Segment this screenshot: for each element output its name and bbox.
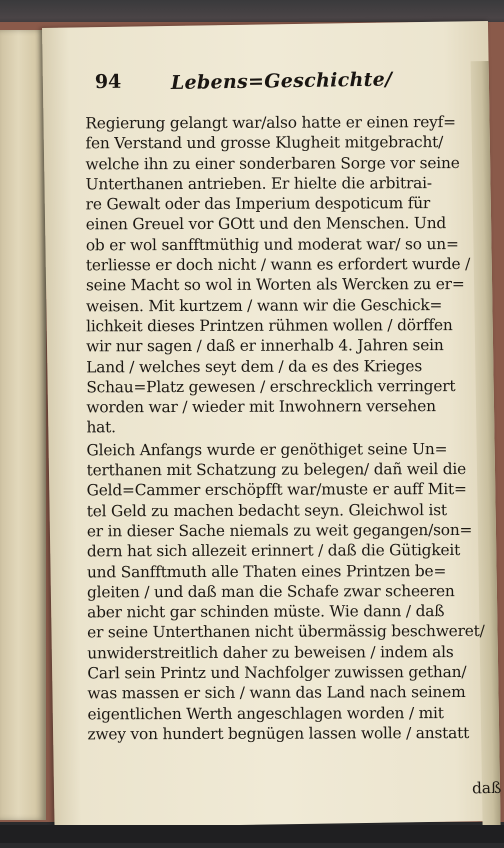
- text-line: terthanen mit Schatzung zu belegen/ dañ weil die: [86, 460, 467, 480]
- text-line: was massen er sich / wann das Land nach seinem: [87, 683, 466, 703]
- body-text: [85, 112, 487, 745]
- text-line: unwiderstreitlich daher zu beweisen / indem als: [87, 642, 454, 663]
- text-line: tel Geld zu machen bedacht seyn. Gleichwol ist: [86, 500, 447, 520]
- text-line: Gleich Anfangs wurde er genöthiget seine Un=: [86, 439, 448, 460]
- text-line: dern hat sich allezeit erinnert / daß die Gütigkeit: [86, 541, 461, 561]
- text-line: zwey von hundert begnügen lassen wolle / anstatt: [87, 723, 470, 744]
- text-line: und Sanfftmuth alle Thaten eines Printzen be=: [86, 561, 447, 581]
- text-line: weisen. Mit kurtzem / wann wir die Geschick=: [85, 295, 443, 316]
- page-number: 94: [94, 70, 122, 94]
- book-page: [42, 21, 501, 828]
- text-line: eigentlichen Werth angeschlagen worden / mit: [87, 703, 444, 723]
- text-line: er in dieser Sache niemals zu weit gegangen/son=: [86, 520, 473, 541]
- text-line: er seine Unterthanen nicht übermässig beschweret/: [87, 622, 485, 642]
- text-line: terliesse er doch nicht / wann es erfordert wurde /: [85, 255, 471, 275]
- text-line: Schau=Platz gewesen / erschrecklich verringert: [86, 376, 456, 397]
- book-bottom-edge: [0, 825, 504, 843]
- text-line: Unterthanen antrieben. Er hielte die arbitrai-: [85, 174, 432, 194]
- text-line: gleiten / und daß man die Schafe zwar scheeren: [86, 581, 455, 602]
- text-line: lichkeit dieses Printzen rühmen wollen / dörffen: [86, 316, 453, 336]
- text-line: aber nicht gar schinden müste. Wie dann / daß: [87, 602, 445, 622]
- paragraph-1: [85, 112, 486, 438]
- paragraph-2: [86, 439, 487, 745]
- text-line: re Gewalt oder das Imperium despoticum für: [85, 194, 431, 214]
- text-line: ob er wol sanfftmüthig und moderat war/ so un=: [85, 234, 459, 255]
- left-page-edges: [0, 30, 46, 820]
- text-line: Regierung gelangt war/also hatte er einen reyf=: [85, 113, 456, 133]
- catchword: daß: [471, 778, 502, 798]
- running-title: Lebens=Geschichte/: [170, 68, 393, 94]
- text-line: worden war / wieder mit Inwohnern versehen: [86, 397, 436, 417]
- page-header: [95, 59, 475, 99]
- text-line: hat.: [86, 418, 116, 437]
- text-line: welche ihn zu einer sonderbaren Sorge vor seine: [85, 153, 460, 173]
- text-line: seine Macht so wol in Worten als Wercken zu er=: [85, 275, 465, 295]
- text-line: fen Verstand und grosse Klugheit mitgebracht/: [85, 133, 444, 153]
- text-line: Land / welches seyt dem / da es des Krieges: [86, 356, 423, 376]
- text-line: Carl sein Printz und Nachfolger zuwissen gethan/: [87, 663, 467, 683]
- text-line: Geld=Cammer erschöpfft war/muste er auff Mit=: [86, 480, 467, 500]
- text-line: wir nur sagen / daß er innerhalb 4. Jahren sein: [86, 336, 444, 356]
- text-line: einen Greuel vor GOtt und den Menschen. Und: [85, 214, 447, 234]
